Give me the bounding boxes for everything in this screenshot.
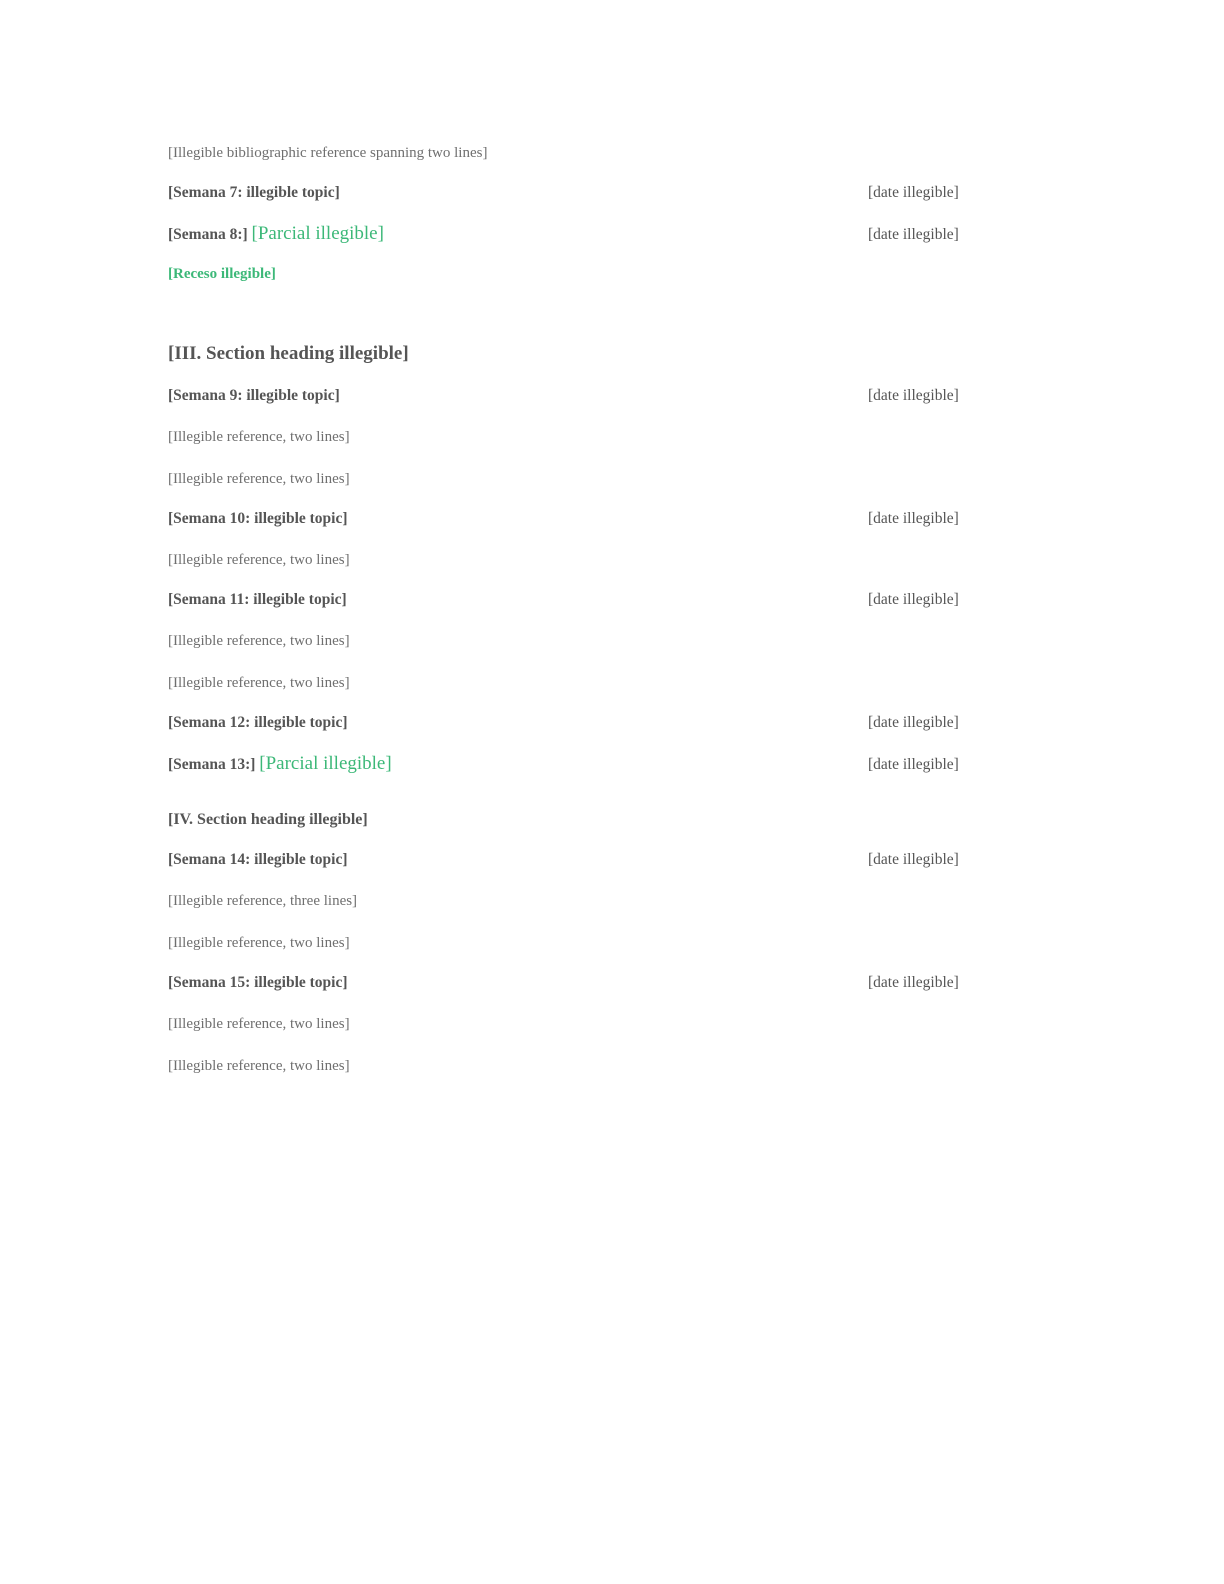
week-11-row (168, 591, 1048, 609)
week-10-row (168, 510, 1048, 528)
week-14-row (168, 851, 1048, 869)
week-7-title: [Semana 7: illegible topic] (168, 184, 340, 201)
week-9-row (168, 387, 1048, 405)
week-12-title: [Semana 12: illegible topic] (168, 714, 348, 731)
week-11-title: [Semana 11: illegible topic] (168, 591, 347, 608)
week-10-date: [date illegible] (868, 510, 959, 527)
week-12-date: [date illegible] (868, 714, 959, 731)
reference-entry: [Illegible reference, two lines] (168, 935, 350, 951)
section-4-title: [IV. Section heading illegible] (168, 811, 368, 828)
week-13-row (168, 753, 1048, 775)
reference-entry: [Illegible reference, two lines] (168, 1016, 350, 1032)
reference-entry: [Illegible bibliographic reference spanning two lines] (168, 145, 488, 161)
week-11-date: [date illegible] (868, 591, 959, 608)
week-15-row (168, 974, 1048, 992)
section-3-title: [III. Section heading illegible] (168, 343, 409, 364)
week-8-title (168, 223, 868, 245)
week-8-row (168, 223, 1048, 245)
week-8-date: [date illegible] (868, 226, 959, 243)
recess-note: [Receso illegible] (168, 266, 276, 282)
syllabus-page (168, 142, 1048, 1097)
reference-entry: [Illegible reference, two lines] (168, 675, 350, 691)
reference-entry: [Illegible reference, three lines] (168, 893, 358, 909)
week-7-row (168, 184, 1048, 202)
week-9-date: [date illegible] (868, 387, 959, 404)
week-7-date: [date illegible] (868, 184, 959, 201)
week-8-label: [Semana 8:] (168, 226, 248, 243)
reference-entry: [Illegible reference, two lines] (168, 471, 350, 487)
week-15-date: [date illegible] (868, 974, 959, 991)
reference-entry: [Illegible reference, two lines] (168, 552, 350, 568)
week-13-date: [date illegible] (868, 756, 959, 773)
week-14-date: [date illegible] (868, 851, 959, 868)
reference-entry: [Illegible reference, two lines] (168, 633, 350, 649)
week-13-exam: [Parcial illegible] (259, 753, 392, 774)
reference-entry: [Illegible reference, two lines] (168, 1058, 350, 1074)
week-15-title: [Semana 15: illegible topic] (168, 974, 348, 991)
reference-entry: [Illegible reference, two lines] (168, 429, 350, 445)
week-12-row (168, 714, 1048, 732)
week-13-label: [Semana 13:] (168, 756, 256, 773)
week-10-title: [Semana 10: illegible topic] (168, 510, 348, 527)
week-13-title (168, 753, 868, 775)
week-9-title: [Semana 9: illegible topic] (168, 387, 340, 404)
week-8-exam: [Parcial illegible] (251, 223, 384, 244)
week-14-title: [Semana 14: illegible topic] (168, 851, 348, 868)
